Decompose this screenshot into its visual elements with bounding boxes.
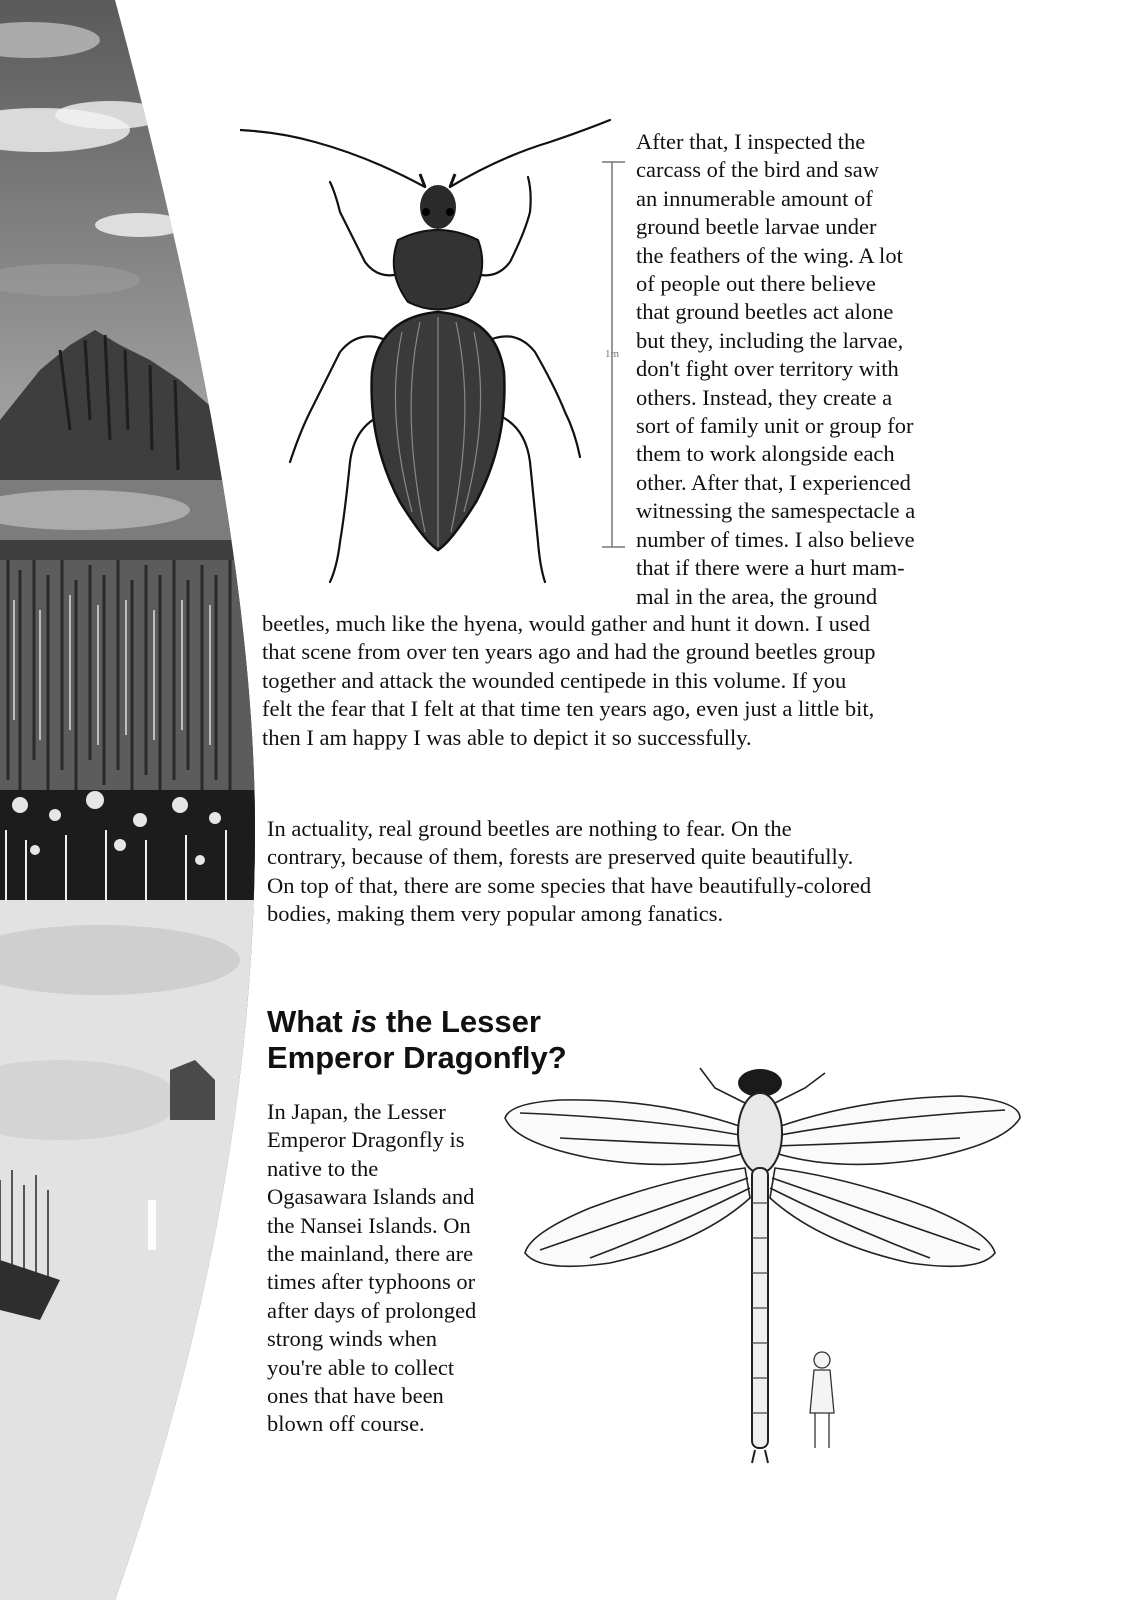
- text-line: then I am happy I was able to depict it so successfully.: [262, 724, 752, 750]
- text-line: beetles, much like the hyena, would gather and hunt it down. I used: [262, 611, 870, 636]
- text-line: contrary, because of them, forests are preserved quite beautifully.: [267, 844, 854, 870]
- ground-beetle-illustration: [240, 112, 640, 602]
- heading-text: What: [267, 1004, 352, 1039]
- text-line: the mainland, there are: [267, 1241, 474, 1267]
- dragonfly-paragraph: [267, 1098, 476, 1439]
- text-line: mal in the area, the ground: [636, 583, 878, 609]
- text-line: In Japan, the Lesser: [267, 1099, 446, 1124]
- text-line: other. After that, I experienced: [636, 469, 911, 495]
- text-line: you're able to collect: [267, 1354, 455, 1380]
- text-line: ones that have been: [267, 1383, 444, 1409]
- text-line: carcass of the bird and saw: [636, 157, 880, 183]
- fear-paragraph: [267, 815, 871, 929]
- text-line: After that, I inspected the: [636, 129, 866, 154]
- beetle-full-paragraph: [262, 610, 876, 752]
- heading-emphasis: is: [351, 1004, 378, 1039]
- text-line: On top of that, there are some species that have beautifully-colored: [267, 872, 872, 898]
- text-line: number of times. I also believe: [636, 526, 915, 552]
- text-line: that scene from over ten years ago and had the ground beetles group: [262, 639, 876, 665]
- text-line: that ground beetles act alone: [636, 299, 894, 325]
- dragonfly-illustration: [500, 1058, 1040, 1488]
- text-line: felt the fear that I felt at that time ten years ago, even just a little bit,: [262, 696, 875, 722]
- heading-text: the Lesser: [377, 1004, 541, 1039]
- text-line: don't fight over territory with: [636, 356, 899, 382]
- text-line: of people out there believe: [636, 271, 876, 297]
- text-line: after days of prolonged: [267, 1297, 477, 1323]
- text-line: In actuality, real ground beetles are nothing to fear. On the: [267, 816, 792, 841]
- text-line: witnessing the samespectacle a: [636, 498, 916, 524]
- text-line: the feathers of the wing. A lot: [636, 242, 903, 268]
- text-line: native to the: [267, 1155, 379, 1181]
- text-line: the Nansei Islands. On: [267, 1212, 471, 1238]
- text-line: blown off course.: [267, 1411, 425, 1437]
- text-line: strong winds when: [267, 1326, 437, 1352]
- landscape-illustration: [0, 0, 270, 1600]
- text-line: together and attack the wounded centipede in this volume. If you: [262, 667, 847, 693]
- text-line: Ogasawara Islands and: [267, 1184, 475, 1210]
- text-line: sort of family unit or group for: [636, 413, 914, 439]
- text-line: but they, including the larvae,: [636, 327, 904, 353]
- scale-label: 1m: [605, 348, 620, 360]
- text-line: times after typhoons or: [267, 1269, 476, 1295]
- beetle-side-paragraph: [636, 128, 915, 611]
- heading-line-1: [267, 1004, 567, 1040]
- text-line: them to work alongside each: [636, 441, 895, 467]
- text-line: ground beetle larvae under: [636, 214, 877, 240]
- text-line: Emperor Dragonfly is: [267, 1127, 465, 1153]
- text-line: bodies, making them very popular among fanatics.: [267, 901, 724, 927]
- text-line: an innumerable amount of: [636, 185, 873, 211]
- text-line: that if there were a hurt mam-: [636, 555, 905, 581]
- heading-line-2: Emperor Dragonfly?: [267, 1040, 567, 1075]
- text-line: others. Instead, they create a: [636, 384, 893, 410]
